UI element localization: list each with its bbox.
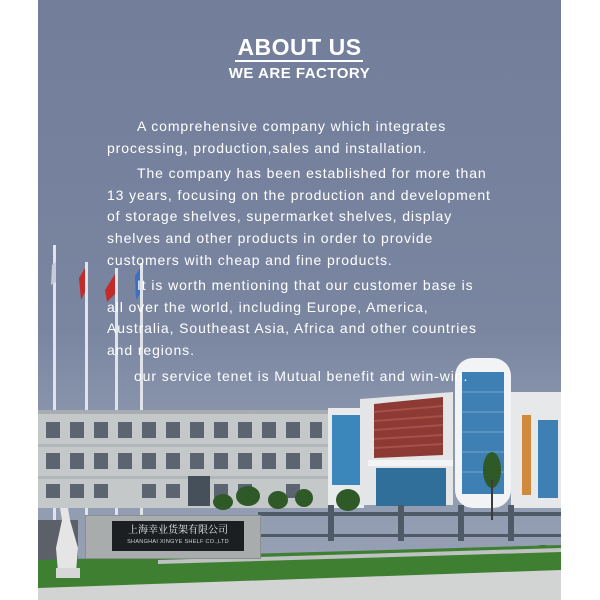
title-underline — [235, 60, 363, 62]
signboard-name-cn: 上海幸业货架有限公司 — [128, 525, 228, 536]
signboard-plate — [112, 521, 244, 551]
page-title: ABOUT US — [237, 34, 362, 60]
company-signboard — [85, 515, 261, 559]
about-paragraph: our service tenet is Mutual benefit and win-win. — [134, 367, 469, 384]
about-paragraph: It is worth mentioning that our customer base is all over the world, including Europe, America, Australia, Southeast Asia, Africa and other countries and regions. — [107, 277, 477, 358]
page-subtitle: WE ARE FACTORY — [228, 65, 371, 82]
about-paragraph: The company has been established for more than 13 years, focusing on the production and development of storage shelves, supermarket shelves, display shelves and other products in order to provide customers with cheap and fine products. — [107, 165, 491, 268]
about-us-poster — [38, 0, 561, 600]
signboard-name-en: SHANGHAI XINGYE SHELF CO.,LTD — [127, 539, 229, 545]
about-text — [107, 116, 493, 391]
about-paragraph: A comprehensive company which integrates processing, production,sales and installation. — [107, 118, 447, 156]
